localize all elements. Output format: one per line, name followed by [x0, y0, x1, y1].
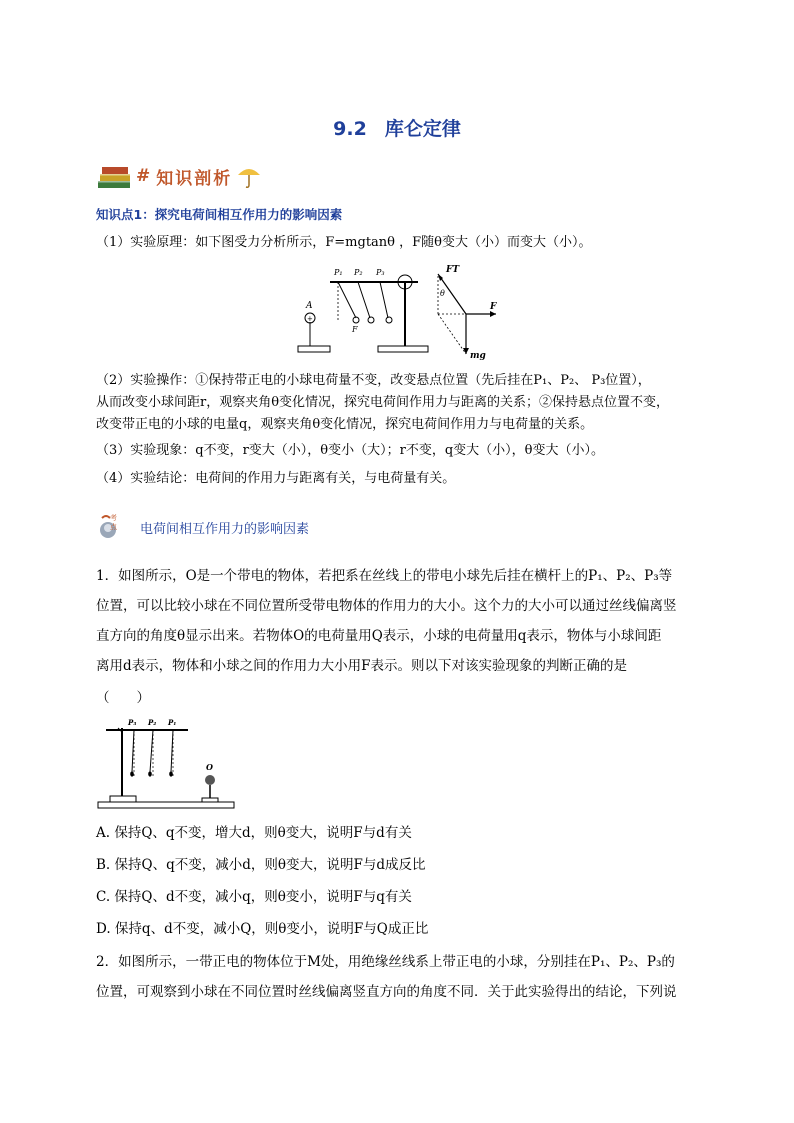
banner-text: 知识剖析 — [156, 168, 233, 189]
exam-point-header — [96, 512, 309, 542]
q1-option-c: C. 保持Q、d不变，减小q，则θ变小，说明F与q有关 — [96, 889, 412, 905]
q1-line-3: 直方向的角度θ显示出来。若物体O的电荷量用Q表示，小球的电荷量用q表示，物体与小球间距 — [96, 628, 662, 644]
q1-label-P2: P₂ — [148, 718, 157, 727]
q2-line-1: 2．如图所示，一带正电的物体位于M处，用绝缘丝线系上带正电的小球，分别挂在P₁、P₂、P₃的 — [96, 954, 675, 970]
books-icon — [96, 161, 136, 191]
exam-point-text: 电荷间相互作用力的影响因素 — [140, 521, 310, 537]
q2-line-2: 位置，可观察到小球在不同位置时丝线偏离竖直方向的角度不同．关于此实验得出的结论，下列说 — [96, 984, 677, 1000]
q1-answer-blank: （ ） — [96, 690, 150, 706]
q1-label-P3: P₃ — [128, 718, 137, 727]
q1-label-O: O — [206, 762, 213, 772]
plus-sign: + — [307, 315, 313, 323]
operation-line-1: （2）实验操作：①保持带正电的小球电荷量不变，改变悬点位置（先后挂在P₁、P₂、 P₃位置）， — [96, 373, 651, 388]
q1-line-1: 1．如图所示，O是一个带电的物体，若把系在丝线上的带电小球先后挂在横杆上的P₁、P₂、P₃等 — [96, 568, 673, 584]
label-theta: θ — [440, 289, 445, 298]
knowledge-banner — [96, 160, 262, 192]
operation-line-2: 从而改变小球间距r，观察夹角θ变化情况，探究电荷间作用力与距离的关系；②保持悬点位置不变， — [96, 395, 670, 410]
q1-line-2: 位置，可以比较小球在不同位置所受带电物体的作用力的大小。这个力的大小可以通过丝线偏离竖 — [96, 598, 677, 614]
conclusion-text: （4）实验结论：电荷间的作用力与距离有关，与电荷量有关。 — [96, 471, 456, 486]
section-number: 9.2 — [333, 118, 367, 140]
umbrella-icon — [236, 163, 262, 189]
operation-line-3: 改变带正电的小球的电量q，观察夹角θ变化情况，探究电荷间作用力与电荷量的关系。 — [96, 417, 594, 432]
exam-point-badge: 考点 — [110, 514, 117, 531]
label-F: F — [490, 302, 497, 312]
q1-option-d: D. 保持q、d不变，减小Q，则θ变小，说明F与Q成正比 — [96, 921, 429, 937]
label-P3: P₃ — [376, 268, 385, 277]
experiment-figure — [290, 262, 510, 362]
principle-text: （1）实验原理：如下图受力分析所示，F=mgtanθ ，F随θ变大（小）而变大（小）。 — [96, 235, 592, 250]
label-FT: FT — [446, 265, 460, 275]
section-title: 库仑定律 — [384, 118, 461, 140]
label-F-small: F — [352, 325, 358, 334]
label-mg: mg — [470, 351, 486, 361]
label-P1: P₁ — [334, 268, 343, 277]
hash-icon: # — [136, 166, 151, 186]
q1-option-a: A. 保持Q、q不变，增大d，则θ变大，说明F与d有关 — [96, 825, 412, 841]
phenomenon-text: （3）实验现象：q不变，r变大（小），θ变小（大）；r不变，q变大（小），θ变大（小）。 — [96, 443, 604, 458]
q1-option-b: B. 保持Q、q不变，减小d，则θ变大，说明F与d成反比 — [96, 857, 426, 873]
label-P2: P₂ — [354, 268, 363, 277]
q1-label-P1: P₁ — [168, 718, 177, 727]
q1-line-4: 离用d表示，物体和小球之间的作用力大小用F表示。则以下对该实验现象的判断正确的是 — [96, 658, 628, 674]
knowledge-heading: 知识点1：探究电荷间相互作用力的影响因素 — [96, 207, 343, 222]
q1-figure — [96, 716, 236, 812]
page-title — [0, 114, 794, 141]
label-A: A — [306, 301, 313, 311]
